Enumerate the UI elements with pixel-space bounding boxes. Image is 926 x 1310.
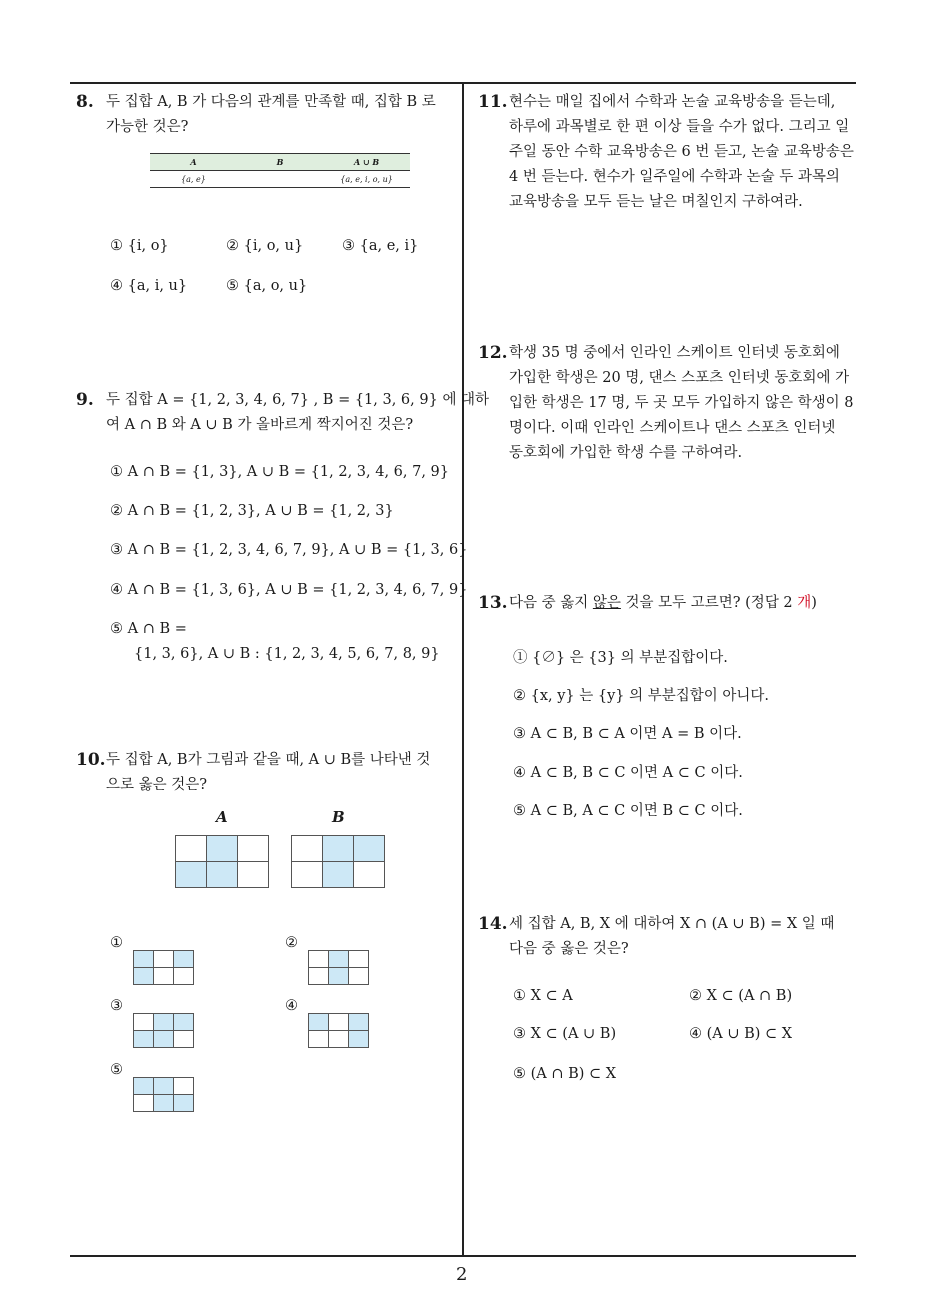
page-number: 2	[456, 1264, 468, 1285]
table-cell: {a, e, i, o, u}	[323, 171, 410, 188]
answer-option[interactable]: ⑤	[110, 1062, 123, 1078]
question-number: 11.	[478, 92, 508, 112]
table-header: A	[150, 154, 237, 171]
answer-option[interactable]: ① A ∩ B = {1, 3}, A ∪ B = {1, 2, 3, 4, 6, 7, 9}	[110, 464, 450, 480]
answer-option[interactable]: ⑤ (A ∩ B) ⊂ X	[513, 1066, 617, 1082]
answer-option[interactable]: ①	[110, 935, 123, 951]
question-text-line: 가능한 것은?	[106, 119, 189, 135]
question-number: 10.	[76, 750, 106, 770]
column-divider	[462, 82, 464, 1256]
question-text-line: 주일 동안 수학 교육방송은 6 번 듣고, 논술 교육방송은	[509, 144, 854, 160]
answer-option[interactable]: ② X ⊂ (A ∩ B)	[689, 988, 793, 1004]
answer-option[interactable]: ② A ∩ B = {1, 2, 3}, A ∪ B = {1, 2, 3}	[110, 503, 394, 519]
question-text-line: 교육방송을 모두 듣는 날은 며칠인지 구하여라.	[509, 194, 803, 210]
red-highlight: 개	[797, 595, 812, 611]
set-b-grid	[291, 835, 385, 888]
grid-label-b: B	[332, 808, 345, 826]
option-2-grid[interactable]	[308, 950, 369, 985]
answer-option[interactable]: ① {∅} 은 {3} 의 부분집합이다.	[513, 650, 728, 666]
answer-option[interactable]: ① {i, o}	[110, 238, 169, 254]
answer-option[interactable]: ④	[285, 998, 298, 1014]
question-text-line: 세 집합 A, B, X 에 대하여 X ∩ (A ∪ B) = X 일 때	[509, 916, 835, 932]
option-4-grid[interactable]	[308, 1013, 369, 1048]
bottom-rule	[70, 1255, 856, 1257]
venn-relation-table	[150, 153, 410, 188]
question-text: 것을 모두 고르면? (정답 2	[620, 595, 798, 611]
answer-option[interactable]: ②	[285, 935, 298, 951]
question-number: 8.	[76, 92, 94, 112]
question-text-line: 학생 35 명 중에서 인라인 스케이트 인터넷 동호회에	[509, 345, 840, 361]
answer-option-continued: {1, 3, 6}, A ∪ B : {1, 2, 3, 4, 5, 6, 7, 8, 9}	[134, 646, 440, 662]
answer-option[interactable]: ③ X ⊂ (A ∪ B)	[513, 1026, 617, 1042]
table-header: A ∪ B	[323, 154, 410, 171]
question-text-line: 4 번 듣는다. 현수가 일주일에 수학과 논술 두 과목의	[509, 169, 840, 185]
answer-option[interactable]: ④ A ∩ B = {1, 3, 6}, A ∪ B = {1, 2, 3, 4, 6, 7, 9}	[110, 582, 468, 598]
table-cell: {a, e}	[150, 171, 237, 188]
answer-option[interactable]: ③ {a, e, i}	[342, 238, 419, 254]
question-number: 13.	[478, 593, 508, 613]
question-text-line: 두 집합 A, B 가 다음의 관계를 만족할 때, 집합 B 로	[106, 94, 436, 110]
option-1-grid[interactable]	[133, 950, 194, 985]
question-text-line: 다음 중 옳은 것은?	[509, 941, 629, 957]
option-5-grid[interactable]	[133, 1077, 194, 1112]
answer-option[interactable]: ③ A ⊂ B, B ⊂ A 이면 A = B 이다.	[513, 726, 742, 742]
grid-label-a: A	[216, 808, 228, 826]
question-text: 다음 중 옳지	[509, 595, 593, 611]
answer-option[interactable]: ② {x, y} 는 {y} 의 부분집합이 아니다.	[513, 688, 770, 704]
option-3-grid[interactable]	[133, 1013, 194, 1048]
answer-option[interactable]: ④ {a, i, u}	[110, 278, 188, 294]
set-a-grid	[175, 835, 269, 888]
answer-option[interactable]: ④ (A ∪ B) ⊂ X	[689, 1026, 793, 1042]
answer-option[interactable]: ③ A ∩ B = {1, 2, 3, 4, 6, 7, 9}, A ∪ B = {1, 3, 6}	[110, 542, 468, 558]
question-number: 9.	[76, 390, 94, 410]
question-number: 14.	[478, 914, 508, 934]
answer-option[interactable]: ⑤ A ∩ B =	[110, 621, 187, 637]
question-text-line: 으로 옳은 것은?	[106, 777, 208, 793]
underlined-keyword: 않은	[592, 595, 621, 611]
answer-option[interactable]: ④ A ⊂ B, B ⊂ C 이면 A ⊂ C 이다.	[513, 765, 743, 781]
question-text-line: 두 집합 A, B가 그림과 같을 때, A ∪ B를 나타낸 것	[106, 752, 431, 768]
question-number: 12.	[478, 343, 508, 363]
table-header: B	[237, 154, 323, 171]
question-text-line: 입한 학생은 17 명, 두 곳 모두 가입하지 않은 학생이 8	[509, 395, 854, 411]
question-text-line: 동호회에 가입한 학생 수를 구하여라.	[509, 445, 743, 461]
table-cell	[237, 171, 323, 188]
question-text-line: 하루에 과목별로 한 편 이상 들을 수가 없다. 그리고 일	[509, 119, 850, 135]
answer-option[interactable]: ① X ⊂ A	[513, 988, 573, 1004]
answer-option[interactable]: ② {i, o, u}	[226, 238, 304, 254]
answer-option[interactable]: ⑤ A ⊂ B, A ⊂ C 이면 B ⊂ C 이다.	[513, 803, 743, 819]
answer-option[interactable]: ⑤ {a, o, u}	[226, 278, 308, 294]
question-text-line: 명이다. 이때 인라인 스케이트나 댄스 스포츠 인터넷	[509, 420, 836, 436]
question-text-line: 가입한 학생은 20 명, 댄스 스포츠 인터넷 동호회에 가	[509, 370, 850, 386]
question-text-line: 두 집합 A = {1, 2, 3, 4, 6, 7} , B = {1, 3, 6, 9} 에 대하	[106, 392, 490, 408]
question-text-line: 현수는 매일 집에서 수학과 논술 교육방송을 듣는데,	[509, 94, 836, 110]
question-text-line: 여 A ∩ B 와 A ∪ B 가 올바르게 짝지어진 것은?	[106, 417, 414, 433]
question-text-line	[509, 591, 817, 616]
question-text: )	[811, 595, 817, 611]
answer-option[interactable]: ③	[110, 998, 123, 1014]
